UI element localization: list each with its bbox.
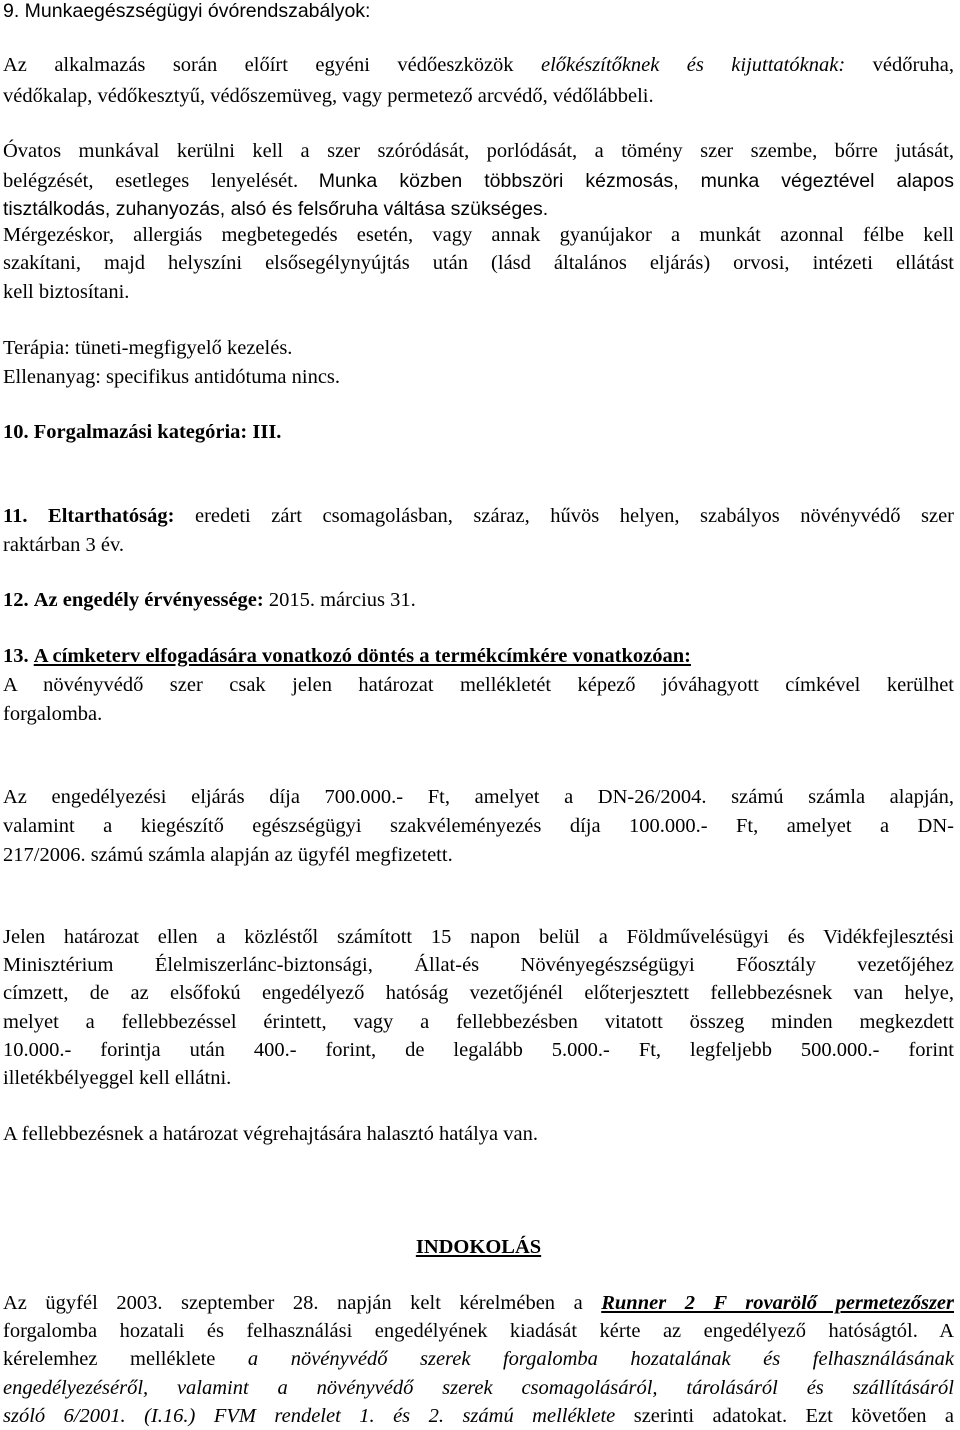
section-11-line-1: 11. Eltarthatóság: eredeti zárt csomagolásban, száraz, hűvös helyen, szabályos növényvédő szer: [3, 505, 955, 527]
safety-line-2: belégzését, esetleges lenyelését. Munka közben többszöri kézmosás, munka végeztével alapos: [3, 170, 954, 192]
section-12-line: 12. Az engedély érvényessége: 2015. március 31.: [3, 589, 416, 611]
appeal-line-5: 10.000.- forintja után 400.- forint, de legalább 5.000.- Ft, legfeljebb 500.000.- forint: [3, 1039, 954, 1061]
indok-line-3: kérelemhez melléklete a növényvédő szerek forgalomba hozatalának és felhasználásának: [3, 1348, 955, 1370]
section-10-heading: 10. Forgalmazási kategória: III.: [3, 421, 282, 443]
section-13-line-2: forgalomba.: [3, 703, 103, 725]
safety-line-3: tisztálkodás, zuhanyozás, alsó és felsőruha váltása szükséges.: [3, 198, 549, 220]
fee-line-1: Az engedélyezési eljárás díja 700.000.- Ft, amelyet a DN-26/2004. számú számla alapján,: [3, 786, 954, 808]
appeal-line-2: Minisztérium Élelmiszerlánc-biztonsági, Állat-és Növényegészségügyi Főosztály vezetőjéhez: [3, 954, 954, 976]
indok-line-5: szóló 6/2001. (I.16.) FVM rendelet 1. és 2. számú melléklete szerinti adatokat. Ezt követően a: [3, 1405, 955, 1427]
fee-line-2: valamint a kiegészítő egészségügyi szakvéleményezés díja 100.000.- Ft, amelyet a DN-: [3, 815, 954, 837]
section-9-heading: 9. Munkaegészségügyi óvórendszabályok:: [3, 0, 371, 22]
fee-line-3: 217/2006. számú számla alapján az ügyfél megfizetett.: [3, 844, 453, 866]
appeal-line-1: Jelen határozat ellen a közléstől számított 15 napon belül a Földművelésügyi és Vidékfejlesztési: [3, 926, 954, 948]
suspensive-effect-text: A fellebbezésnek a határozat végrehajtására halasztó hatálya van.: [3, 1123, 538, 1145]
antidote-text: Ellenanyag: specifikus antidótuma nincs.: [3, 366, 341, 388]
indokolas-heading: INDOKOLÁS: [415, 1236, 542, 1258]
safety-line-5: szakítani, majd helyszíni elsősegélynyújtás után (lásd általános eljárás) orvosi, intézeti ellátást: [3, 252, 954, 274]
appeal-line-4: melyet a fellebbezéssel érintett, vagy a fellebbezésben vitatott összeg minden megkezdett: [3, 1011, 954, 1033]
indok-line-4: engedélyezéséről, valamint a növényvédő szerek csomagolásáról, tárolásáról és szállításáról: [3, 1377, 954, 1399]
indok-line-2: forgalomba hozatali és felhasználási engedélyének kiadását kérte az engedélyező hatóságtól. A: [3, 1320, 954, 1342]
safety-line-6: kell biztosítani.: [3, 281, 130, 303]
section-11-line-2: raktárban 3 év.: [3, 534, 125, 556]
ppe-line-2: védőkalap, védőkesztyű, védőszemüveg, vagy permetező arcvédő, védőlábbeli.: [3, 85, 654, 107]
appeal-line-3: címzett, de az elsőfokú engedélyező hatóság vezetőjénél előterjesztett fellebbezésnek van helye,: [3, 982, 954, 1004]
section-13-line-1: A növényvédő szer csak jelen határozat mellékletét képező jóváhagyott címkével kerülhet: [3, 674, 954, 696]
indok-line-1: Az ügyfél 2003. szeptember 28. napján kelt kérelmében a Runner 2 F rovarölő permetezőszer: [3, 1292, 955, 1314]
ppe-line-1: Az alkalmazás során előírt egyéni védőeszközök előkészítőknek és kijuttatóknak: védőruha,: [3, 54, 954, 76]
appeal-line-6: illetékbélyeggel kell ellátni.: [3, 1067, 232, 1089]
safety-line-1: Óvatos munkával kerülni kell a szer szóródását, porlódását, a tömény szer szembe, bőrre jutását,: [3, 140, 954, 162]
section-13-heading: 13. A címketerv elfogadására vonatkozó döntés a termékcímkére vonatkozóan:: [3, 645, 691, 667]
therapy-text: Terápia: tüneti-megfigyelő kezelés.: [3, 337, 293, 359]
safety-line-4: Mérgezéskor, allergiás megbetegedés esetén, vagy annak gyanújakor a munkát azonnal félbe kell: [3, 224, 954, 246]
